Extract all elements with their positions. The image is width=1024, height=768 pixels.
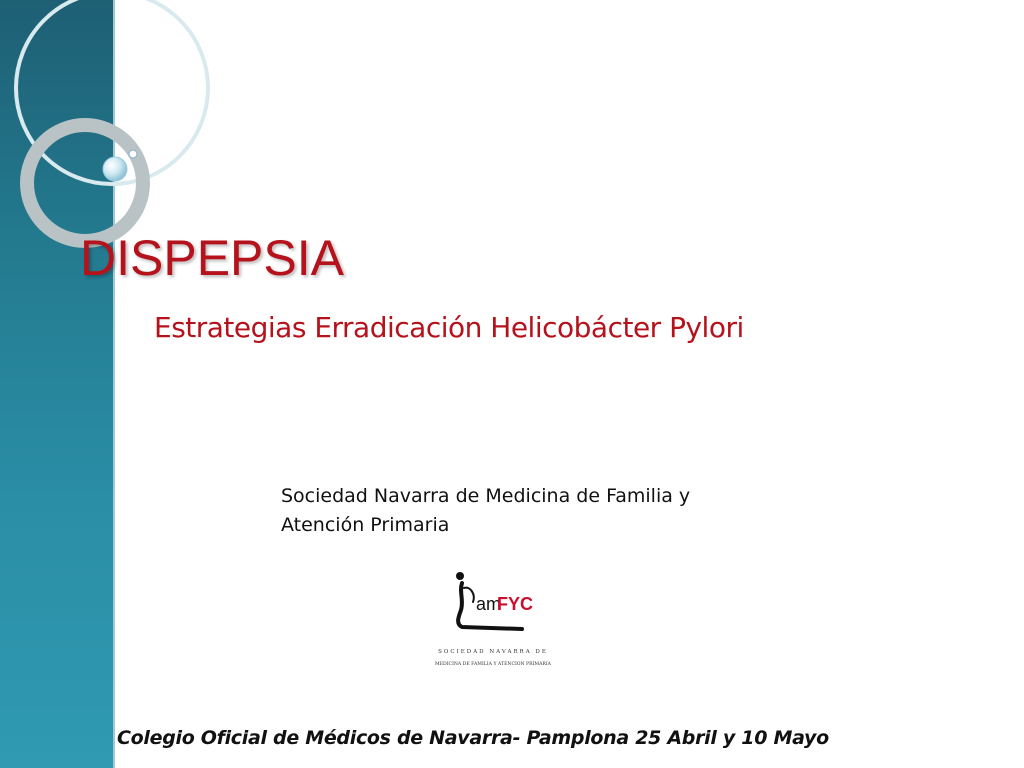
logo-brand-prefix: am (476, 594, 502, 614)
large-bubble (103, 157, 127, 181)
slide-title: DISPEPSIA (80, 230, 344, 286)
society-name (281, 482, 751, 540)
logo-tagline-1: SOCIEDAD NAVARRA DE (438, 649, 548, 655)
slide-subtitle: Estrategias Erradicación Helicobácter Pylori (154, 311, 744, 344)
society-name-line-2: Atención Primaria (281, 514, 450, 536)
samfyc-logo (418, 566, 568, 676)
logo-tagline-2: MEDICINA DE FAMILIA Y ATENCION PRIMARIA (435, 662, 551, 667)
society-name-line-1: Sociedad Navarra de Medicina de Familia y (281, 485, 691, 507)
footer-note: Colegio Oficial de Médicos de Navarra- Pamplona 25 Abril y 10 Mayo (117, 727, 829, 749)
small-bubble (129, 150, 137, 158)
logo-brand-suffix: FYC (497, 594, 533, 614)
large-thin-ring (16, 0, 208, 184)
